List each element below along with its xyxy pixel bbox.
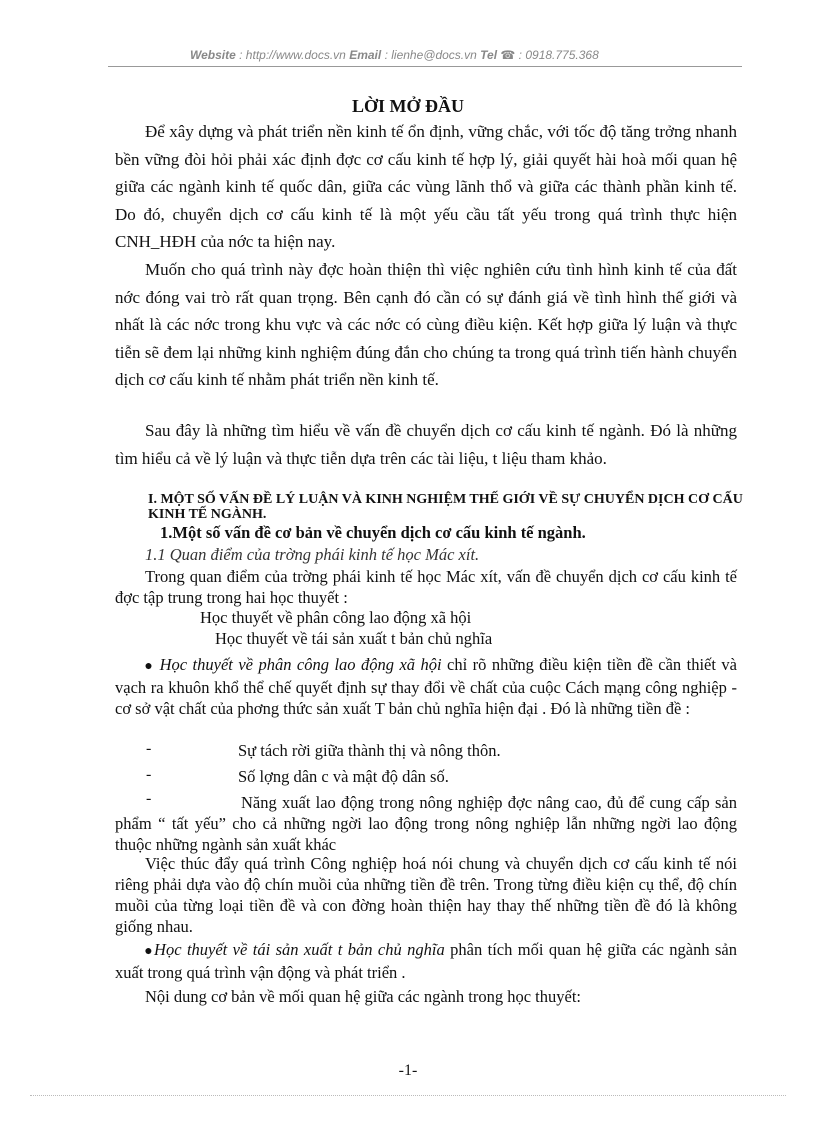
content-paragraph: Nội dung cơ bản về mối quan hệ giữa các ngành trong học thuyết: (145, 987, 582, 1006)
precondition-1: Sự tách rời giữa thành thị và nông thôn. (238, 741, 501, 760)
header-divider (108, 66, 742, 67)
page-title: LỜI MỞ ĐẦU (352, 96, 464, 116)
page-number: -1- (398, 1062, 418, 1079)
precondition-3: Năng xuất lao động trong nông nghiệp đợc nâng cao, đủ để cung cấp sản phẩm “ tất yếu” cho cả những ngời lao động trong nông nghiệp lẫn những ngời lao động thuộc những ngành sản xuất khác (115, 793, 737, 854)
marx-paragraph: Trong quan điểm của trờng phái kinh tế học Mác xít, vấn đề chuyển dịch cơ cấu kinh tế đợc tập trung trong hai học thuyết : (115, 567, 737, 607)
tel-value: ☎ : 0918.775.368 (500, 48, 599, 62)
industrialization-paragraph: Việc thúc đẩy quá trình Công nghiệp hoá nói chung và chuyển dịch cơ cấu kinh tế nói riêng phải dựa vào độ chín muồi của những tiền đề trên. Trong từng điều kiện cụ thể, độ chín muồi của từng loại tiền đề và con đờng hoàn thiện hay thay thế những tiền đề đó là không giống nhau. (115, 854, 737, 936)
theory-item-1: Học thuyết về phân công lao động xã hội (200, 608, 472, 627)
dash-icon: - (146, 740, 152, 757)
website-label: Website (190, 48, 236, 62)
website-value: : http://www.docs.vn (239, 48, 346, 62)
page-header (190, 48, 660, 62)
tel-label: Tel (480, 48, 498, 62)
intro-paragraph-3: Sau đây là những tìm hiểu về vấn đề chuyển dịch cơ cấu kinh tế ngành. Đó là những tìm hiểu cả về lý luận và thực tiễn dựa trên các tài liệu, t liệu tham khảo. (115, 421, 737, 468)
bullet-icon: ● (143, 659, 155, 674)
bullet-paragraph-2: ●Học thuyết về tái sản xuất t bản chủ nghĩa phân tích mối quan hệ giữa các ngành sản xuất trong quá trình vận động và phát triển . (115, 940, 737, 982)
footer-divider (30, 1095, 786, 1096)
theory-item-2: Học thuyết về tái sản xuất t bản chủ nghĩa (215, 629, 493, 648)
section-heading: I. MỘT SỐ VẤN ĐỀ LÝ LUẬN VÀ KINH NGHIỆM THẾ GIỚI VỀ SỰ CHUYỂN DỊCH CƠ CẤU KINH TẾ NGÀNH. (148, 492, 743, 522)
dash-icon: - (146, 766, 152, 783)
bullet-icon: ● (143, 944, 155, 959)
dash-icon: - (146, 790, 152, 807)
subsection-heading: 1.Một số vấn đề cơ bản về chuyển dịch cơ cấu kinh tế ngành. (160, 523, 586, 542)
email-label: Email (349, 48, 382, 62)
intro-paragraph-2: Muốn cho quá trình này đợc hoàn thiện thì việc nghiên cứu tình hình kinh tế của đất nớc đóng vai trò rất quan trọng. Bên cạnh đó cần có sự đánh giá về tình hình thế giới và nhất là các nớc trong khu vực và các nớc có cùng điều kiện. Kết hợp giữa lý luận và thực tiễn sẽ đem lại những kinh nghiệm đúng đắn cho chúng ta trong quá trình tiến hành chuyển dịch cơ cấu kinh tế nhằm phát triển nền kinh tế. (115, 260, 737, 389)
email-value: : lienhe@docs.vn (384, 48, 477, 62)
subsection-1-1-heading: 1.1 Quan điểm của trờng phái kinh tế học Mác xít. (145, 545, 480, 564)
intro-paragraph-1: Để xây dựng và phát triển nền kinh tế ổn định, vững chắc, với tốc độ tăng trởng nhanh bền vững đòi hỏi phải xác định đợc cơ cấu kinh tế hợp lý, giải quyết hài hoà mối quan hệ giữa các ngành kinh tế quốc dân, giữa các vùng lãnh thổ và giữa các thành phần kinh tế. Do đó, chuyển dịch cơ cấu kinh tế là một yếu cầu tất yếu trong quá trình thực hiện CNH_HĐH của nớc ta hiện nay. (115, 122, 737, 251)
bullet-paragraph-1: ● Học thuyết về phân công lao động xã hội chỉ rõ những điều kiện tiền đề cần thiết và vạch ra khuôn khổ thể chế quyết định sự thay đổi về chất của cuộc Cách mạng công nghiệp - cơ sở vật chất của phơng thức sản xuất T bản chủ nghĩa hiện đại . Đó là những tiền đề : (115, 655, 737, 718)
precondition-2: Số lợng dân c và mật độ dân số. (238, 767, 449, 786)
